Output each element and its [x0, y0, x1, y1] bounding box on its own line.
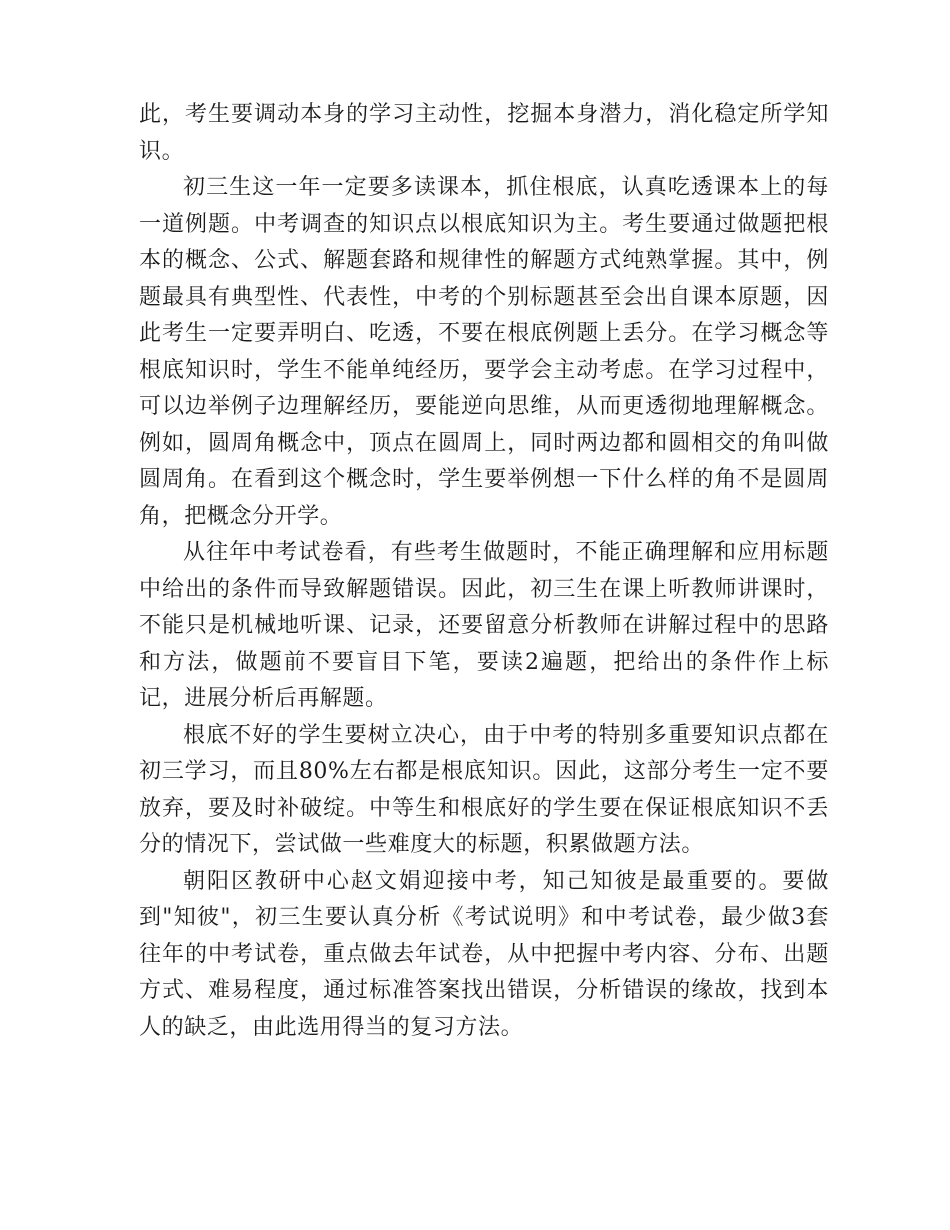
body-text: [139, 97, 829, 1046]
paragraph-4: 根底不好的学生要树立决心，由于中考的特别多重要知识点都在初三学习，而且80%左右都是根底知识。因此，这部分考生一定不要放弃，要及时补破绽。中等生和根底好的学生要在保证根底知识不丢分的情况下，尝试做一些难度大的标题，积累做题方法。: [139, 722, 829, 857]
paragraph-3: 从往年中考试卷看，有些考生做题时，不能正确理解和应用标题中给出的条件而导致解题错误。因此，初三生在课上听教师讲课时，不能只是机械地听课、记录，还要留意分析教师在讲解过程中的思路和方法，做题前不要盲目下笔，要读2遍题，把给出的条件作上标记，进展分析后再解题。: [139, 540, 829, 711]
paragraph-5: 朝阳区教研中心赵文娟迎接中考，知己知彼是最重要的。要做到"知彼"，初三生要认真分析《考试说明》和中考试卷，最少做3套往年的中考试卷，重点做去年试卷，从中把握中考内容、分布、出题方式、难易程度，通过标准答案找出错误，分析错误的缘故，找到本人的缺乏，由此选用得当的复习方法。: [139, 868, 829, 1040]
paragraph-1: 此，考生要调动本身的学习主动性，挖掘本身潜力，消化稳定所学知识。: [139, 102, 829, 164]
paragraph-2: 初三生这一年一定要多读课本，抓住根底，认真吃透课本上的每一道例题。中考调查的知识点以根底知识为主。考生要通过做题把根本的概念、公式、解题套路和规律性的解题方式纯熟掌握。其中，例题最具有典型性、代表性，中考的个别标题甚至会出自课本原题，因此考生一定要弄明白、吃透，不要在根底例题上丢分。在学习概念等根底知识时，学生不能单纯经历，要学会主动考虑。在学习过程中，可以边举例子边理解经历，要能逆向思维，从而更透彻地理解概念。例如，圆周角概念中，顶点在圆周上，同时两边都和圆相交的角叫做圆周角。在看到这个概念时，学生要举例想一下什么样的角不是圆周角，把概念分开学。: [139, 175, 829, 529]
